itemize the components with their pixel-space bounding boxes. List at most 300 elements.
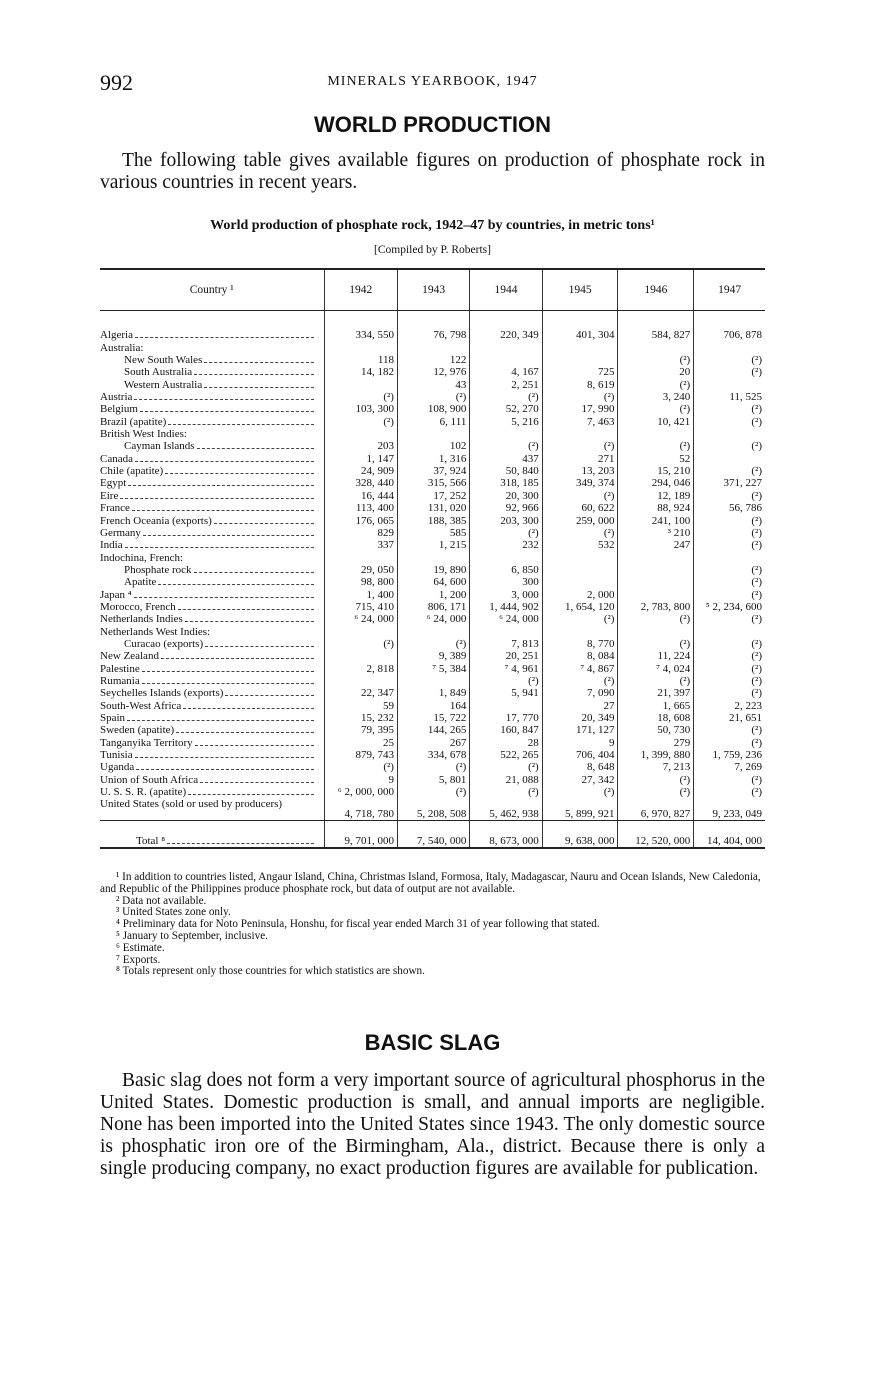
country-cell <box>100 329 324 341</box>
value-cell: ⁷ 5, 384 <box>397 662 469 674</box>
country-cell <box>100 551 324 563</box>
value-cell: 15, 722 <box>397 712 469 724</box>
value-cell: (²) <box>694 662 765 674</box>
total-label-wrap <box>100 835 318 847</box>
value-cell: (²) <box>694 415 765 427</box>
country-cell <box>100 786 324 798</box>
value-cell: (²) <box>694 588 765 600</box>
country-name: Germany <box>100 526 141 539</box>
value-cell: (²) <box>694 724 765 736</box>
value-cell: 522, 265 <box>470 749 542 761</box>
value-cell: (²) <box>542 675 618 687</box>
value-cell: (²) <box>694 638 765 650</box>
world-production-intro: The following table gives available figures on production of phosphate rock in various countries in recent years. <box>100 150 765 193</box>
country-name: Cayman Islands <box>124 440 195 453</box>
country-name: Tanganyika Territory <box>100 736 193 749</box>
footnote: ⁵ January to September, inclusive. <box>116 929 268 942</box>
country-label-wrap <box>100 613 318 625</box>
country-cell <box>100 465 324 477</box>
total-label: Total ⁸ <box>136 835 166 848</box>
value-cell: (²) <box>694 675 765 687</box>
value-cell: (²) <box>397 761 469 773</box>
value-cell: 349, 374 <box>542 477 618 489</box>
value-cell: (²) <box>694 539 765 551</box>
value-cell: (²) <box>397 786 469 798</box>
value-cell: ⁶ 24, 000 <box>470 613 542 625</box>
value-cell: 829 <box>324 527 397 539</box>
value-cell: 21, 088 <box>470 773 542 785</box>
table-row <box>100 650 765 662</box>
value-cell: 20, 300 <box>470 489 542 501</box>
country-name: South-West Africa <box>100 699 182 712</box>
leader-dots <box>225 695 314 696</box>
value-cell: 17, 252 <box>397 489 469 501</box>
footnote: ⁷ Exports. <box>116 953 161 966</box>
country-name: Eire <box>100 489 119 502</box>
total-value-cell: 9, 701, 000 <box>324 821 397 849</box>
value-cell: 318, 185 <box>470 477 542 489</box>
table-row <box>100 749 765 761</box>
country-cell <box>100 403 324 415</box>
value-cell: 1, 654, 120 <box>542 601 618 613</box>
leader-dots <box>176 732 314 733</box>
table-row <box>100 477 765 489</box>
leader-dots <box>194 374 314 375</box>
footnote: ⁶ Estimate. <box>116 941 165 954</box>
value-cell <box>324 625 397 637</box>
value-cell: 17, 770 <box>470 712 542 724</box>
value-cell: 56, 786 <box>694 502 765 514</box>
country-cell <box>100 687 324 699</box>
leader-dots <box>183 708 314 709</box>
value-cell: 11, 525 <box>694 391 765 403</box>
value-cell: 1, 316 <box>397 452 469 464</box>
leader-dots <box>127 720 314 721</box>
value-cell: 315, 566 <box>397 477 469 489</box>
country-cell <box>100 625 324 637</box>
value-cell: ⁷ 4, 961 <box>470 662 542 674</box>
value-cell: 1, 400 <box>324 588 397 600</box>
value-cell: 1, 665 <box>618 699 694 711</box>
leader-dots <box>134 399 314 400</box>
table-compiled-by: [Compiled by P. Roberts] <box>374 244 491 256</box>
value-cell <box>618 551 694 563</box>
value-cell: (²) <box>324 391 397 403</box>
table-row <box>100 329 765 341</box>
value-cell: 25 <box>324 736 397 748</box>
value-cell: 300 <box>470 576 542 588</box>
value-cell: (²) <box>397 391 469 403</box>
value-cell: 20, 349 <box>542 712 618 724</box>
value-cell: 7, 813 <box>470 638 542 650</box>
value-cell <box>397 675 469 687</box>
country-label-wrap <box>100 749 318 761</box>
value-cell <box>694 551 765 563</box>
country-label-wrap <box>124 576 318 588</box>
leader-dots <box>195 745 314 746</box>
country-label-wrap <box>100 453 318 465</box>
country-cell <box>100 341 324 353</box>
country-label-wrap <box>100 329 318 341</box>
spacer-cell <box>324 311 397 330</box>
value-cell: (²) <box>324 415 397 427</box>
table-row <box>100 514 765 526</box>
value-cell: 203, 300 <box>470 514 542 526</box>
value-cell <box>324 341 397 353</box>
table-row <box>100 798 765 821</box>
country-label-wrap <box>100 774 318 786</box>
country-name: South Australia <box>124 366 193 379</box>
value-cell: (²) <box>470 675 542 687</box>
value-cell: 79, 395 <box>324 724 397 736</box>
value-cell: 9, 389 <box>397 650 469 662</box>
country-cell <box>100 798 324 821</box>
value-cell: (²) <box>694 613 765 625</box>
value-cell: 9 <box>542 736 618 748</box>
table-row <box>100 687 765 699</box>
value-cell: (²) <box>618 403 694 415</box>
value-cell: 60, 622 <box>542 502 618 514</box>
country-label-wrap <box>100 527 318 539</box>
leader-dots <box>197 448 314 449</box>
value-cell: ⁶ 24, 000 <box>397 613 469 625</box>
leader-dots <box>194 572 314 573</box>
table-header-row <box>100 269 765 311</box>
value-cell: 7, 463 <box>542 415 618 427</box>
value-cell: 3, 000 <box>470 588 542 600</box>
spacer-cell <box>618 311 694 330</box>
leader-dots <box>167 843 314 844</box>
value-cell: 50, 840 <box>470 465 542 477</box>
country-label-wrap <box>100 539 318 551</box>
value-cell <box>397 551 469 563</box>
country-cell <box>100 761 324 773</box>
value-cell <box>542 625 618 637</box>
value-cell: 5, 941 <box>470 687 542 699</box>
value-cell: 8, 648 <box>542 761 618 773</box>
country-name: Austria <box>100 391 133 404</box>
value-cell: 371, 227 <box>694 477 765 489</box>
leader-dots <box>128 485 314 486</box>
country-cell <box>100 749 324 761</box>
value-cell <box>324 650 397 662</box>
table-row <box>100 773 765 785</box>
country-name: Western Australia <box>124 378 203 391</box>
value-cell: 21, 651 <box>694 712 765 724</box>
value-cell: 17, 990 <box>542 403 618 415</box>
table-row <box>100 391 765 403</box>
country-cell <box>100 366 324 378</box>
value-cell: 98, 800 <box>324 576 397 588</box>
value-cell: (²) <box>470 440 542 452</box>
value-cell <box>470 341 542 353</box>
total-value-cell: 12, 520, 000 <box>618 821 694 849</box>
production-table <box>100 268 765 849</box>
value-cell: 2, 251 <box>470 378 542 390</box>
table-row <box>100 354 765 366</box>
country-label-wrap <box>100 712 318 724</box>
basic-slag-text: Basic slag does not form a very important source of agricultural phosphorus in the United States. Domestic production is small, and annual imports are negligible. None has been imported into the United States since 1943. The only domestic source is phosphatic iron ore of the Birmingham, Ala., district. Because there is only a single producing company, no exact production figures are available for publication. <box>100 1070 765 1179</box>
table-row <box>100 786 765 798</box>
country-label-wrap <box>100 342 318 354</box>
leader-dots <box>205 646 314 647</box>
total-value-cell: 9, 638, 000 <box>542 821 618 849</box>
value-cell: (²) <box>694 576 765 588</box>
country-cell <box>100 539 324 551</box>
value-cell: (²) <box>618 613 694 625</box>
value-cell: 725 <box>542 366 618 378</box>
value-cell: 8, 084 <box>542 650 618 662</box>
country-label-wrap <box>100 761 318 773</box>
spacer-cell <box>397 311 469 330</box>
value-cell: 20 <box>618 366 694 378</box>
country-cell <box>100 601 324 613</box>
footnote: ⁴ Preliminary data for Noto Peninsula, Honshu, for fiscal year ended March 31 of year following that stated. <box>116 918 600 931</box>
country-name: Rumania <box>100 674 140 687</box>
value-cell: (²) <box>694 736 765 748</box>
value-cell: 18, 608 <box>618 712 694 724</box>
country-name: New Zealand <box>100 650 159 663</box>
table-row <box>100 527 765 539</box>
value-cell: 28 <box>470 736 542 748</box>
value-cell: (²) <box>694 527 765 539</box>
value-cell <box>470 625 542 637</box>
value-cell <box>618 341 694 353</box>
header-country: Country ¹ <box>100 269 324 311</box>
country-cell <box>100 489 324 501</box>
value-cell: (²) <box>694 786 765 798</box>
table-body <box>100 311 765 849</box>
country-name: Union of South Africa <box>100 773 199 786</box>
value-cell: 9, 233, 049 <box>694 798 765 821</box>
value-cell: 27 <box>542 699 618 711</box>
country-cell <box>100 391 324 403</box>
country-label-wrap <box>100 737 318 749</box>
table-row <box>100 502 765 514</box>
value-cell: 13, 203 <box>542 465 618 477</box>
value-cell: 5, 216 <box>470 415 542 427</box>
country-name: Palestine <box>100 662 140 675</box>
value-cell: 232 <box>470 539 542 551</box>
value-cell <box>542 551 618 563</box>
country-label-wrap <box>100 626 318 638</box>
country-label-wrap <box>124 379 318 391</box>
country-cell <box>100 354 324 366</box>
country-name: Indochina, French: <box>100 551 184 564</box>
country-cell <box>100 527 324 539</box>
value-cell: 12, 189 <box>618 489 694 501</box>
value-cell: 122 <box>397 354 469 366</box>
value-cell: 76, 798 <box>397 329 469 341</box>
header-1946: 1946 <box>618 269 694 311</box>
country-cell <box>100 662 324 674</box>
value-cell: 10, 421 <box>618 415 694 427</box>
value-cell: 715, 410 <box>324 601 397 613</box>
country-name: Tunisia <box>100 749 133 762</box>
country-name: Netherlands West Indies: <box>100 625 211 638</box>
country-name: French Oceania (exports) <box>100 514 212 527</box>
value-cell: 14, 182 <box>324 366 397 378</box>
table-row <box>100 724 765 736</box>
value-cell: 160, 847 <box>470 724 542 736</box>
value-cell: 279 <box>618 736 694 748</box>
table-row <box>100 625 765 637</box>
country-name: Spain <box>100 712 126 724</box>
table-caption: World production of phosphate rock, 1942–47 by countries, in metric tons¹ <box>210 218 655 233</box>
leader-dots <box>188 794 314 795</box>
country-cell <box>100 452 324 464</box>
country-label-wrap <box>100 724 318 736</box>
value-cell: 334, 550 <box>324 329 397 341</box>
value-cell: 92, 966 <box>470 502 542 514</box>
country-name: Phosphate rock <box>124 563 192 576</box>
table-row <box>100 539 765 551</box>
value-cell: 176, 065 <box>324 514 397 526</box>
value-cell <box>542 341 618 353</box>
country-label-wrap <box>100 700 318 712</box>
header-1943: 1943 <box>397 269 469 311</box>
country-name: New South Wales <box>124 354 203 367</box>
value-cell: 171, 127 <box>542 724 618 736</box>
value-cell: 1, 759, 236 <box>694 749 765 761</box>
value-cell: (²) <box>694 564 765 576</box>
value-cell: 8, 619 <box>542 378 618 390</box>
spacer-row <box>100 311 765 330</box>
country-cell <box>100 724 324 736</box>
country-cell <box>100 514 324 526</box>
country-name: Seychelles Islands (exports) <box>100 687 224 700</box>
leader-dots <box>142 671 314 672</box>
table-row <box>100 675 765 687</box>
value-cell: 144, 265 <box>397 724 469 736</box>
value-cell: 337 <box>324 539 397 551</box>
country-name: United States (sold or used by producers) <box>100 798 283 811</box>
value-cell <box>397 341 469 353</box>
table-row <box>100 601 765 613</box>
table-row <box>100 588 765 600</box>
country-cell <box>100 712 324 724</box>
table-row <box>100 452 765 464</box>
leader-dots <box>204 362 314 363</box>
country-cell <box>100 564 324 576</box>
value-cell: 241, 100 <box>618 514 694 526</box>
value-cell <box>470 354 542 366</box>
country-label-wrap <box>124 440 318 452</box>
value-cell: (²) <box>618 440 694 452</box>
value-cell: (²) <box>542 391 618 403</box>
country-cell <box>100 576 324 588</box>
spacer-cell <box>100 311 324 330</box>
country-cell <box>100 699 324 711</box>
value-cell: 37, 924 <box>397 465 469 477</box>
leader-dots <box>178 609 314 610</box>
value-cell: 52 <box>618 452 694 464</box>
value-cell <box>470 428 542 440</box>
value-cell: 103, 300 <box>324 403 397 415</box>
page-header <box>100 70 765 94</box>
country-cell <box>100 588 324 600</box>
value-cell: 1, 399, 880 <box>618 749 694 761</box>
value-cell: 879, 743 <box>324 749 397 761</box>
value-cell <box>324 551 397 563</box>
value-cell <box>324 378 397 390</box>
country-name: Australia: <box>100 341 144 354</box>
country-label-wrap <box>100 675 318 687</box>
table-row <box>100 465 765 477</box>
basic-slag-title: BASIC SLAG <box>364 1030 501 1055</box>
value-cell <box>397 625 469 637</box>
table-row <box>100 428 765 440</box>
value-cell: (²) <box>694 650 765 662</box>
value-cell <box>618 625 694 637</box>
value-cell: ⁶ 2, 000, 000 <box>324 786 397 798</box>
world-production-title: WORLD PRODUCTION <box>313 112 552 137</box>
value-cell <box>397 428 469 440</box>
value-cell: 294, 046 <box>618 477 694 489</box>
value-cell: (²) <box>694 514 765 526</box>
value-cell <box>694 428 765 440</box>
value-cell <box>618 576 694 588</box>
value-cell: 6, 970, 827 <box>618 798 694 821</box>
country-cell <box>100 428 324 440</box>
value-cell: (²) <box>542 440 618 452</box>
country-name: Canada <box>100 452 133 465</box>
leader-dots <box>135 757 314 758</box>
value-cell: (²) <box>470 761 542 773</box>
value-cell: 59 <box>324 699 397 711</box>
header-1942: 1942 <box>324 269 397 311</box>
value-cell: 20, 251 <box>470 650 542 662</box>
value-cell <box>470 699 542 711</box>
country-name: Algeria <box>100 329 133 342</box>
value-cell: (²) <box>618 773 694 785</box>
value-cell: (²) <box>542 489 618 501</box>
value-cell: 108, 900 <box>397 403 469 415</box>
country-name: Chile (apatite) <box>100 465 164 478</box>
leader-dots <box>165 473 314 474</box>
value-cell: 7, 213 <box>618 761 694 773</box>
value-cell: 15, 232 <box>324 712 397 724</box>
country-name: Curacao (exports) <box>124 637 204 650</box>
country-label-wrap <box>100 589 318 601</box>
value-cell <box>542 576 618 588</box>
value-cell: 4, 167 <box>470 366 542 378</box>
country-name: France <box>100 502 130 515</box>
footnote: ³ United States zone only. <box>116 906 231 919</box>
value-cell: 27, 342 <box>542 773 618 785</box>
country-cell <box>100 675 324 687</box>
leader-dots <box>135 337 314 338</box>
country-name: U. S. S. R. (apatite) <box>100 786 187 799</box>
value-cell: 6, 111 <box>397 415 469 427</box>
country-label-wrap <box>100 490 318 502</box>
country-label-wrap <box>124 366 318 378</box>
value-cell: ⁷ 4, 024 <box>618 662 694 674</box>
value-cell: (²) <box>694 366 765 378</box>
value-cell: 1, 147 <box>324 452 397 464</box>
value-cell: (²) <box>618 638 694 650</box>
leader-dots <box>204 387 314 388</box>
spacer-cell <box>470 311 542 330</box>
value-cell: (²) <box>694 687 765 699</box>
value-cell: (²) <box>618 354 694 366</box>
country-label-wrap <box>100 650 318 662</box>
value-cell: 9 <box>324 773 397 785</box>
value-cell <box>694 341 765 353</box>
country-name: Brazil (apatite) <box>100 415 167 428</box>
table-row <box>100 440 765 452</box>
value-cell: 5, 801 <box>397 773 469 785</box>
